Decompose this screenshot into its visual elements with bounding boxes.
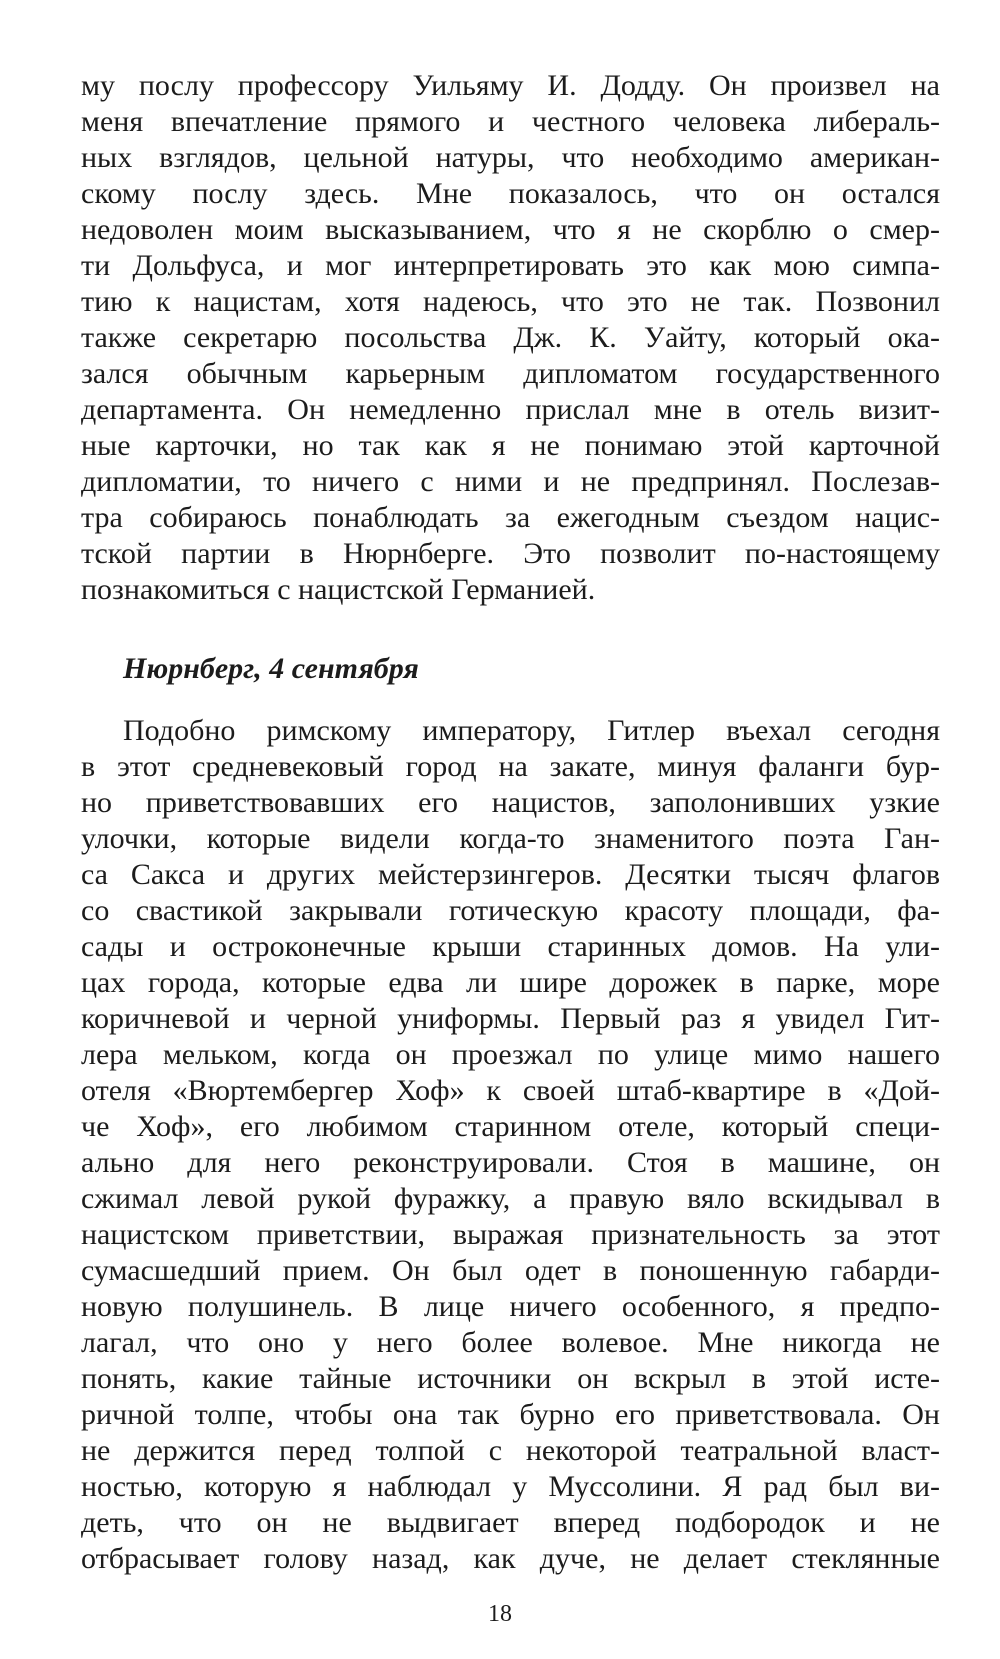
- text-line: сжимал левой рукой фуражку, а правую вяло вскидывал в: [81, 1182, 940, 1215]
- text-line: ричной толпе, чтобы она так бурно его приветствовала. Он: [81, 1398, 940, 1431]
- text-line: сумасшедший прием. Он был одет в поношенную габарди-: [81, 1254, 940, 1287]
- text-line: му послу профессору Уильяму И. Додду. Он произвел на: [81, 69, 940, 102]
- text-line: понять, какие тайные источники он вскрыл в этой исте-: [81, 1362, 940, 1395]
- entry-heading: Нюрнберг, 4 сентября: [123, 652, 419, 685]
- text-line: также секретарю посольства Дж. К. Уайту, который ока-: [81, 321, 940, 354]
- text-line: тию к нацистам, хотя надеюсь, что это не так. Позвонил: [81, 285, 940, 318]
- text-line: сады и остроконечные крыши старинных домов. На ули-: [81, 930, 940, 963]
- text-line: коричневой и черной униформы. Первый раз я увидел Гит-: [81, 1002, 940, 1035]
- text-line: са Сакса и других мейстерзингеров. Десятки тысяч флагов: [81, 858, 940, 891]
- text-line: департамента. Он немедленно прислал мне в отель визит-: [81, 393, 940, 426]
- text-line: ностью, которую я наблюдал у Муссолини. Я рад был ви-: [81, 1470, 940, 1503]
- text-line: цах города, которые едва ли шире дорожек в парке, море: [81, 966, 940, 999]
- text-line: отбрасывает голову назад, как дуче, не делает стеклянные: [81, 1542, 940, 1575]
- text-line: ных взглядов, цельной натуры, что необходимо американ-: [81, 141, 940, 174]
- text-line: дипломатии, то ничего с ними и не предпринял. Послезав-: [81, 465, 940, 498]
- text-line: новую полушинель. В лице ничего особенного, я предпо-: [81, 1290, 940, 1323]
- text-line: Подобно римскому императору, Гитлер въехал сегодня: [123, 714, 940, 747]
- text-line: лера мельком, когда он проезжал по улице мимо нашего: [81, 1038, 940, 1071]
- text-line: ные карточки, но так как я не понимаю этой карточной: [81, 429, 940, 462]
- text-line: но приветствовавших его нацистов, заполонивших узкие: [81, 786, 940, 819]
- text-line: нацистском приветствии, выражая признательность за этот: [81, 1218, 940, 1251]
- text-line: в этот средневековый город на закате, минуя фаланги бур-: [81, 750, 940, 783]
- text-line: улочки, которые видели когда-то знаменитого поэта Ган-: [81, 822, 940, 855]
- text-line: че Хоф», его любимом старинном отеле, который специ-: [81, 1110, 940, 1143]
- text-line: недоволен моим высказыванием, что я не скорблю о смер-: [81, 213, 940, 246]
- text-line: деть, что он не выдвигает вперед подбородок и не: [81, 1506, 940, 1539]
- text-line: лагал, что оно у него более волевое. Мне никогда не: [81, 1326, 940, 1359]
- text-line: отеля «Вюртембергер Хоф» к своей штаб-квартире в «Дой-: [81, 1074, 940, 1107]
- text-line: зался обычным карьерным дипломатом государственного: [81, 357, 940, 390]
- text-line: тра собираюсь понаблюдать за ежегодным съездом нацис-: [81, 501, 940, 534]
- text-line: скому послу здесь. Мне показалось, что он остался: [81, 177, 940, 210]
- text-line: тской партии в Нюрнберге. Это позволит по-настоящему: [81, 537, 940, 570]
- text-line: ти Дольфуса, и мог интерпретировать это как мою симпа-: [81, 249, 940, 282]
- text-line: со свастикой закрывали готическую красоту площади, фа-: [81, 894, 940, 927]
- text-line: познакомиться с нацистской Германией.: [81, 573, 596, 606]
- text-line: меня впечатление прямого и честного человека либераль-: [81, 105, 940, 138]
- page-number: 18: [488, 1601, 512, 1627]
- text-line: не держится перед толпой с некоторой театральной власт-: [81, 1434, 940, 1467]
- text-line: ально для него реконструировали. Стоя в машине, он: [81, 1146, 940, 1179]
